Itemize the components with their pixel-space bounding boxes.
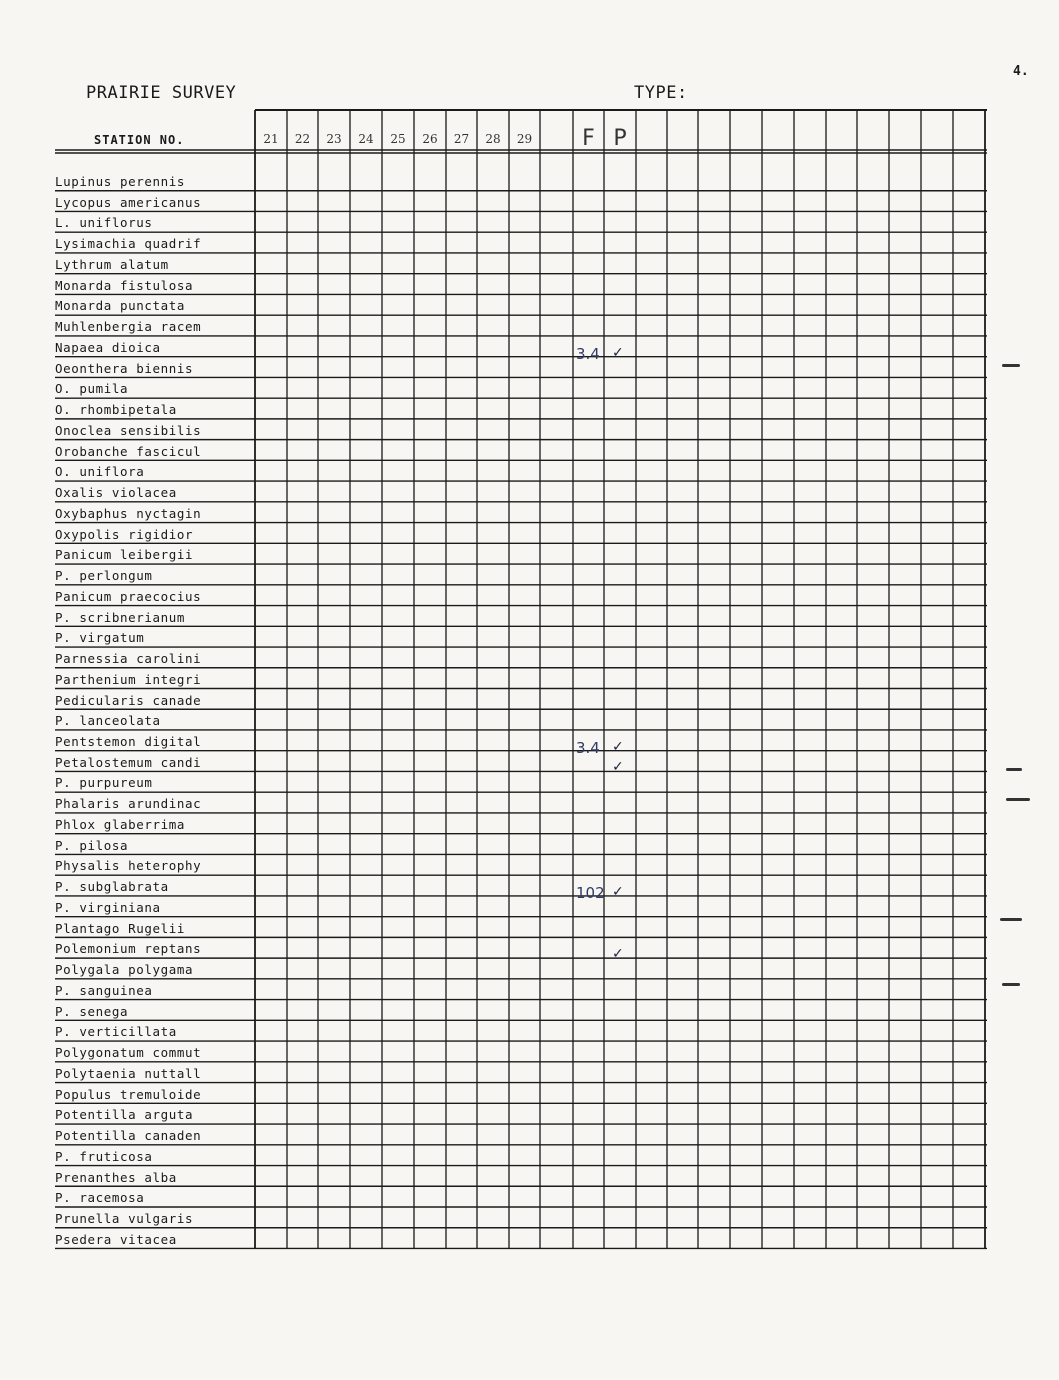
species-label: Lupinus perennis <box>55 174 186 189</box>
station-column-header: 21 <box>263 132 279 146</box>
station-column-header: 24 <box>358 132 374 146</box>
species-label: Napaea dioica <box>55 339 161 355</box>
species-label: P. virginiana <box>55 899 161 915</box>
species-label: Panicum praecocius <box>55 588 202 604</box>
margin-mark <box>1000 918 1022 921</box>
frequency-value: 3.4 <box>576 738 600 757</box>
species-label: Onoclea sensibilis <box>55 422 202 438</box>
page-number: 4. <box>1013 64 1029 79</box>
species-label: Plantago Rugelii <box>55 920 186 936</box>
species-label: Psedera vitacea <box>55 1231 177 1247</box>
species-label: Polytaenia nuttall <box>55 1065 202 1081</box>
species-label: Potentilla canaden <box>55 1128 202 1144</box>
station-column-header: 28 <box>485 132 501 146</box>
species-label: P. virgatum <box>55 630 145 646</box>
species-label: L. uniflorus <box>55 215 153 231</box>
presence-check: ✓ <box>612 344 624 361</box>
species-label: Phalaris arundinac <box>55 796 202 812</box>
type-label: TYPE: <box>634 83 688 103</box>
species-label: Populus tremuloide <box>55 1086 202 1102</box>
station-column-header: 27 <box>453 132 470 146</box>
frequency-value: 102 <box>576 883 605 902</box>
species-label: P. perlongum <box>55 568 153 584</box>
station-column-header: 22 <box>294 132 311 146</box>
margin-mark <box>1002 364 1020 367</box>
species-label: P. racemosa <box>55 1190 145 1206</box>
species-label: O. pumila <box>55 381 129 397</box>
species-label: Lycopus americanus <box>55 194 202 210</box>
species-label: Lysimachia quadrif <box>55 236 202 252</box>
species-label: Muhlenbergia racem <box>55 319 202 335</box>
species-label: P. subglabrata <box>55 879 169 895</box>
margin-mark <box>1002 983 1020 986</box>
station-column-header: 26 <box>422 132 438 146</box>
species-label: Lythrum alatum <box>55 256 169 272</box>
species-label: P. pilosa <box>55 837 129 853</box>
station-header-label: STATION NO. <box>94 133 185 147</box>
species-label: Polygonatum commut <box>55 1045 202 1061</box>
species-label: Parnessia carolini <box>55 651 202 667</box>
species-label: P. sanguinea <box>55 982 153 998</box>
species-label: Oeonthera biennis <box>55 360 194 376</box>
presence-check: ✓ <box>612 759 624 776</box>
species-label: Physalis heterophy <box>55 858 202 874</box>
page-title: PRAIRIE SURVEY <box>86 83 237 103</box>
species-label: Oxybaphus nyctagin <box>55 505 202 521</box>
species-label: Monarda fistulosa <box>55 277 194 293</box>
species-label: Polygala polygama <box>55 962 194 978</box>
station-column-header: 29 <box>516 132 533 146</box>
station-column-header: 23 <box>326 132 342 146</box>
station-column-header <box>540 127 573 151</box>
species-label: P. verticillata <box>55 1024 177 1040</box>
species-label: Oxypolis rigidior <box>55 526 194 542</box>
species-label: P. senega <box>55 1003 129 1019</box>
presence-check: ✓ <box>612 738 624 755</box>
species-label: Potentilla arguta <box>55 1107 194 1123</box>
species-label: P. fruticosa <box>55 1148 153 1164</box>
species-label: Parthenium integri <box>55 671 202 687</box>
presence-check: ✓ <box>612 946 624 963</box>
species-label: Polemonium reptans <box>55 941 202 957</box>
station-column-header: F <box>582 126 595 151</box>
species-label: Prunella vulgaris <box>55 1211 194 1226</box>
station-column-header: 25 <box>390 132 406 146</box>
species-label: Phlox glaberrima <box>55 816 186 832</box>
species-label: Panicum leibergii <box>55 547 194 563</box>
species-label: P. purpureum <box>55 775 153 791</box>
species-label: Petalostemum candi <box>55 754 202 770</box>
species-label: Pentstemon digital <box>55 733 202 749</box>
species-label: O. uniflora <box>55 464 145 480</box>
species-label: Monarda punctata <box>55 298 186 314</box>
species-label: P. lanceolata <box>55 713 161 729</box>
species-label: O. rhombipetala <box>55 402 177 418</box>
species-label: Pedicularis canade <box>55 692 202 708</box>
frequency-value: 3.4 <box>576 344 600 363</box>
species-label: Prenanthes alba <box>55 1169 177 1185</box>
margin-mark <box>1006 798 1030 801</box>
species-label: Oxalis violacea <box>55 485 177 501</box>
species-label: Orobanche fascicul <box>55 443 202 459</box>
margin-mark <box>1006 768 1022 771</box>
presence-check: ✓ <box>612 883 624 900</box>
station-column-header: P <box>613 126 627 151</box>
species-label: P. scribnerianum <box>55 609 186 625</box>
